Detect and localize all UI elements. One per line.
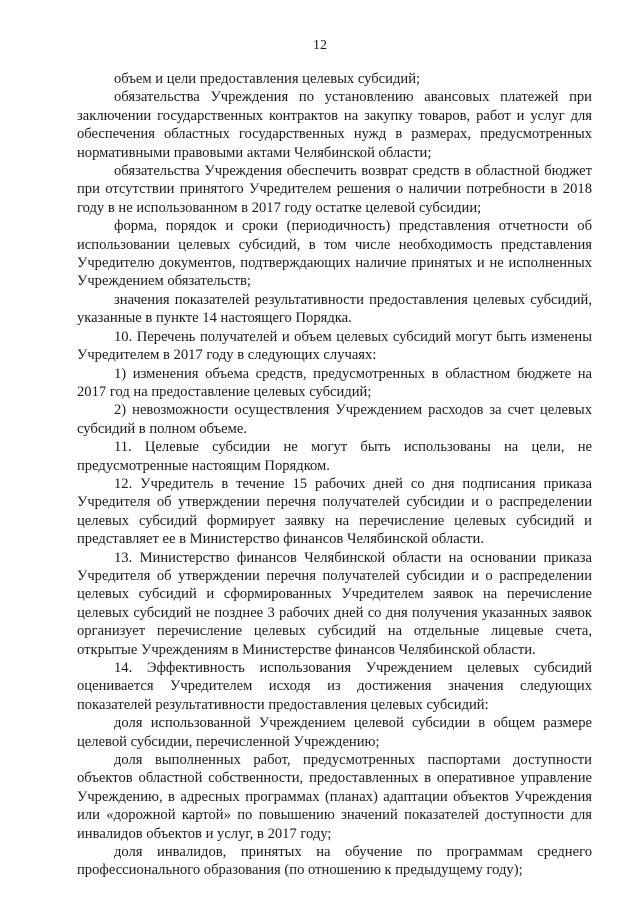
- paragraph: обязательства Учреждения обеспечить возврат средств в областной бюджет при отсутствии принятого Учредителем решения о наличии потребности в 2018 году в не использованном в 2017 году остатке целевой субсидии;: [77, 163, 592, 216]
- paragraph: доля использованной Учреждением целевой субсидии в общем размере целевой субсидии, перечисленной Учреждению;: [77, 715, 592, 750]
- paragraph: 11. Целевые субсидии не могут быть использованы на цели, не предусмотренные настоящим Порядком.: [77, 439, 592, 474]
- paragraph: 2) невозможности осуществления Учреждением расходов за счет целевых субсидий в полном объеме.: [77, 402, 592, 437]
- document-body: [77, 70, 592, 880]
- paragraph: объем и цели предоставления целевых субсидий;: [114, 71, 421, 87]
- paragraph: обязательства Учреждения по установлению авансовых платежей при заключении государственных контрактов на закупку товаров, работ и услуг для обеспечения областных государственных нужд в размерах, предусмотренных нормативными правовыми актами Челябинской области;: [77, 89, 592, 161]
- page-number: 12: [313, 38, 327, 53]
- paragraph: 13. Министерство финансов Челябинской области на основании приказа Учредителя об утверждении перечня получателей субсидии и о распределении целевых субсидий и сформированных Учредителем заявок на перечисление целевых субсидий не позднее 3 рабочих дней со дня получения указанных заявок организует перечисление целевых субсидий на отдельные лицевые счета, открытые Учреждениям в Министерстве финансов Челябинской области.: [77, 549, 592, 658]
- paragraph: форма, порядок и сроки (периодичность) представления отчетности об использовании целевых субсидий, в том числе необходимость представления Учредителю документов, подтверждающих наличие принятых и не исполненных Учреждением обязательств;: [77, 218, 592, 290]
- paragraph: значения показателей результативности предоставления целевых субсидий, указанные в пункте 14 настоящего Порядка.: [77, 291, 592, 327]
- paragraph: доля выполненных работ, предусмотренных паспортами доступности объектов областной собственности, предоставленных в оперативное управление Учреждению, в адресных программах (планах) адаптации объектов Учреждения или «дорожной картой» по повышению значений показателей доступности для инвалидов объектов и услуг, в 2017 году;: [77, 752, 592, 842]
- paragraph: доля инвалидов, принятых на обучение по программам среднего профессионального образования (по отношению к предыдущему году);: [77, 844, 592, 879]
- paragraph: 10. Перечень получателей и объем целевых субсидий могут быть изменены Учредителем в 2017 году в следующих случаях:: [77, 328, 592, 364]
- paragraph: 1) изменения объема средств, предусмотренных в областном бюджете на 2017 год на предоставление целевых субсидий;: [77, 365, 592, 400]
- paragraph: 14. Эффективность использования Учреждением целевых субсидий оценивается Учредителем исходя из достижения значения следующих показателей результативности предоставления целевых субсидий:: [77, 660, 592, 713]
- paragraph: 12. Учредитель в течение 15 рабочих дней со дня подписания приказа Учредителя об утверждении перечня получателей субсидии и о распределении целевых субсидий формирует заявку на перечисление целевых субсидий и представляет ее в Министерство финансов Челябинской области.: [77, 475, 592, 548]
